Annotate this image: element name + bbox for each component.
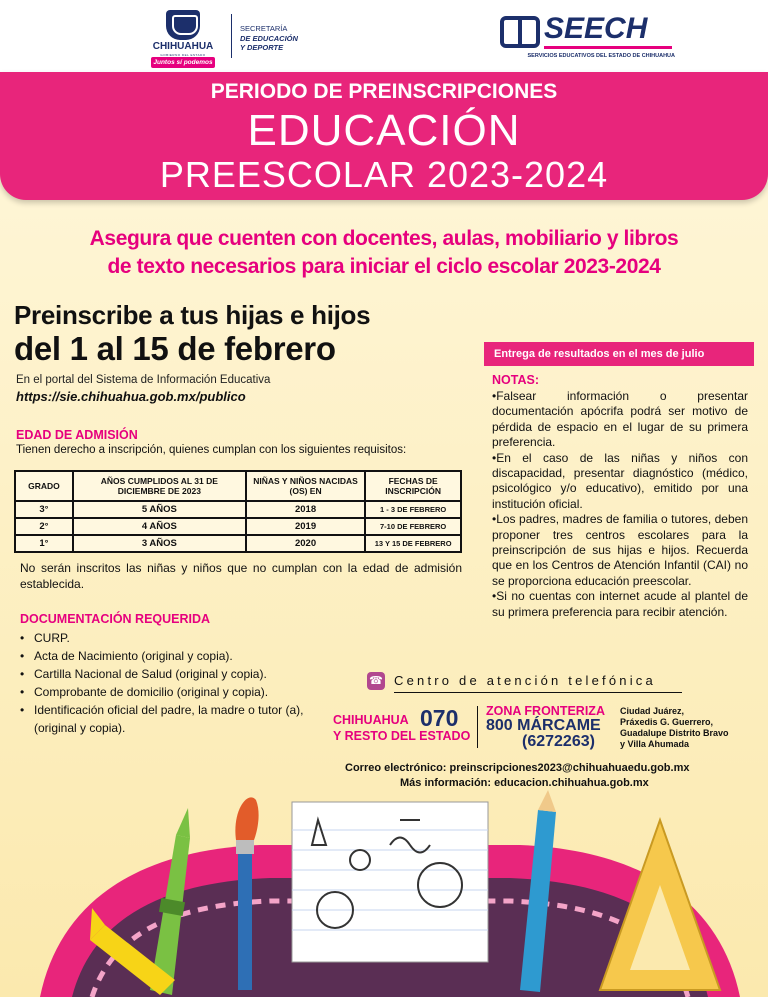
portal-link[interactable]: https://sie.chihuahua.gob.mx/publico bbox=[16, 389, 246, 404]
chihuahua-logo bbox=[148, 10, 218, 66]
edad-heading: EDAD DE ADMISIÓN bbox=[16, 428, 138, 442]
seech-logo bbox=[500, 14, 675, 64]
documentacion-list bbox=[20, 629, 340, 737]
documentacion-heading: DOCUMENTACIÓN REQUERIDA bbox=[20, 612, 211, 626]
table-header: NIÑAS Y NIÑOS NACIDAS (OS) EN bbox=[246, 471, 365, 501]
admission-table bbox=[14, 470, 462, 553]
table-row bbox=[15, 535, 461, 552]
portal-text: En el portal del Sistema de Información Educativa bbox=[16, 374, 271, 386]
table-cell: 1° bbox=[15, 535, 73, 552]
ciudad-item: Ciudad Juárez, bbox=[620, 706, 685, 716]
title-banner bbox=[0, 72, 768, 200]
table-cell: 2018 bbox=[246, 501, 365, 518]
secretaria-line-3: Y DEPORTE bbox=[240, 43, 284, 52]
notebook-icon bbox=[292, 802, 488, 962]
mas-info-text[interactable]: Más información: educacion.chihuahua.gob.mx bbox=[400, 777, 649, 789]
age-note: No serán inscritos las niñas y niños que no cumplan con la edad de admisión establecida. bbox=[20, 561, 462, 591]
tagline-line-2: de texto necesarios para iniciar el ciclo escolar 2023-2024 bbox=[107, 255, 661, 278]
table-cell: 5 AÑOS bbox=[73, 501, 246, 518]
table-cell: 3 AÑOS bbox=[73, 535, 246, 552]
nota-item: •Los padres, madres de familia o tutores, deben proponer tres centros escolares para la preinscripción de sus hijas e hijos. Recuerda que en los Centros de Atención Infantil (CAI) no se proporciona educación preescolar. bbox=[492, 512, 748, 588]
preinscribe-dates: del 1 al 15 de febrero bbox=[14, 330, 336, 367]
nota-item: •Si no cuentas con internet acude al plantel de su primera preferencia para recibir atención. bbox=[492, 589, 748, 619]
table-cell: 2019 bbox=[246, 518, 365, 535]
telefono-divider bbox=[477, 706, 478, 748]
table-cell: 7-10 DE FEBRERO bbox=[365, 518, 461, 535]
table-cell: 13 Y 15 DE FEBRERO bbox=[365, 535, 461, 552]
table-row bbox=[15, 518, 461, 535]
telefono-heading: Centro de atención telefónica bbox=[394, 673, 656, 688]
banner-subtitle: PREESCOLAR 2023-2024 bbox=[159, 154, 609, 195]
telefono-chihuahua-l1: CHIHUAHUA bbox=[333, 713, 409, 727]
list-item: • CURP. bbox=[20, 629, 340, 647]
table-cell: 3° bbox=[15, 501, 73, 518]
telefono-marcame-num[interactable]: (6272263) bbox=[522, 733, 595, 750]
ciudades-list bbox=[620, 706, 750, 750]
table-cell: 4 AÑOS bbox=[73, 518, 246, 535]
correo-text[interactable]: Correo electrónico: preinscripciones2023@chihuahuaedu.gob.mx bbox=[345, 762, 690, 774]
notas-list bbox=[492, 389, 748, 620]
crest-icon bbox=[166, 10, 200, 40]
table-header: AÑOS CUMPLIDOS AL 31 DE DICIEMBRE DE 2023 bbox=[73, 471, 246, 501]
table-header-row bbox=[15, 471, 461, 501]
zona-fronteriza-label: ZONA FRONTERIZA bbox=[486, 704, 605, 718]
resultados-banner: Entrega de resultados en el mes de julio bbox=[484, 342, 754, 366]
nota-item: •Falsear información o presentar documentación apócrifa podrá ser motivo de pérdida de espacio en el lugar de su primera preferencia. bbox=[492, 389, 748, 450]
chihuahua-logo-sub: GOBIERNO DEL ESTADO bbox=[160, 53, 206, 57]
seech-underline bbox=[544, 46, 672, 49]
telefono-underline bbox=[394, 692, 682, 693]
table-row bbox=[15, 501, 461, 518]
table-cell: 2020 bbox=[246, 535, 365, 552]
ciudad-item: y Villa Ahumada bbox=[620, 739, 690, 749]
header-bar bbox=[0, 0, 768, 72]
table-cell: 2° bbox=[15, 518, 73, 535]
tagline bbox=[40, 225, 728, 281]
edad-intro: Tienen derecho a inscripción, quienes cumplan con los siguientes requisitos: bbox=[16, 444, 407, 456]
nota-item: •En el caso de las niñas y niños con discapacidad, presentar diagnóstico (médico, psicológico y/o educativo), emitido por una institución oficial. bbox=[492, 450, 748, 511]
ciudad-item: Práxedis G. Guerrero, bbox=[620, 717, 714, 727]
notas-heading: NOTAS: bbox=[492, 373, 539, 387]
school-supplies-illustration bbox=[0, 790, 768, 997]
table-header: FECHAS DE INSCRIPCIÓN bbox=[365, 471, 461, 501]
telefono-marcame[interactable]: 800 MÁRCAME bbox=[486, 717, 601, 734]
chihuahua-slogan: Juntos sí podemos bbox=[151, 57, 215, 68]
banner-title: EDUCACIÓN bbox=[247, 106, 521, 155]
list-item: • Cartilla Nacional de Salud (original y copia). bbox=[20, 665, 340, 683]
seech-subtitle: SERVICIOS EDUCATIVOS DEL ESTADO DE CHIHUAHUA bbox=[527, 53, 675, 59]
seech-word: SEECH bbox=[544, 12, 648, 45]
secretaria-line-2: DE EDUCACIÓN bbox=[240, 33, 298, 43]
banner-kicker: PERIODO DE PREINSCRIPCIONES bbox=[210, 80, 558, 103]
preinscribe-heading: Preinscribe a tus hijas e hijos bbox=[14, 300, 371, 330]
secretaria-logo bbox=[240, 24, 330, 53]
telefono-070[interactable]: 070 bbox=[420, 705, 459, 731]
chihuahua-logo-word: CHIHUAHUA bbox=[152, 41, 214, 52]
secretaria-line-1: SECRETARÍA bbox=[240, 24, 288, 33]
ciudad-item: Guadalupe Distrito Bravo bbox=[620, 728, 729, 738]
book-icon bbox=[500, 16, 540, 48]
telefono-chihuahua-l2: Y RESTO DEL ESTADO bbox=[333, 729, 471, 743]
tagline-line-1: Asegura que cuenten con docentes, aulas, mobiliario y libros bbox=[89, 227, 679, 250]
table-header: GRADO bbox=[15, 471, 73, 501]
table-cell: 1 - 3 DE FEBRERO bbox=[365, 501, 461, 518]
list-item: • Acta de Nacimiento (original y copia). bbox=[20, 647, 340, 665]
header-divider bbox=[231, 14, 232, 58]
list-item: • Identificación oficial del padre, la madre o tutor (a), (original y copia). bbox=[20, 701, 340, 737]
phone-icon: ☎ bbox=[367, 672, 385, 690]
list-item: • Comprobante de domicilio (original y copia). bbox=[20, 683, 340, 701]
